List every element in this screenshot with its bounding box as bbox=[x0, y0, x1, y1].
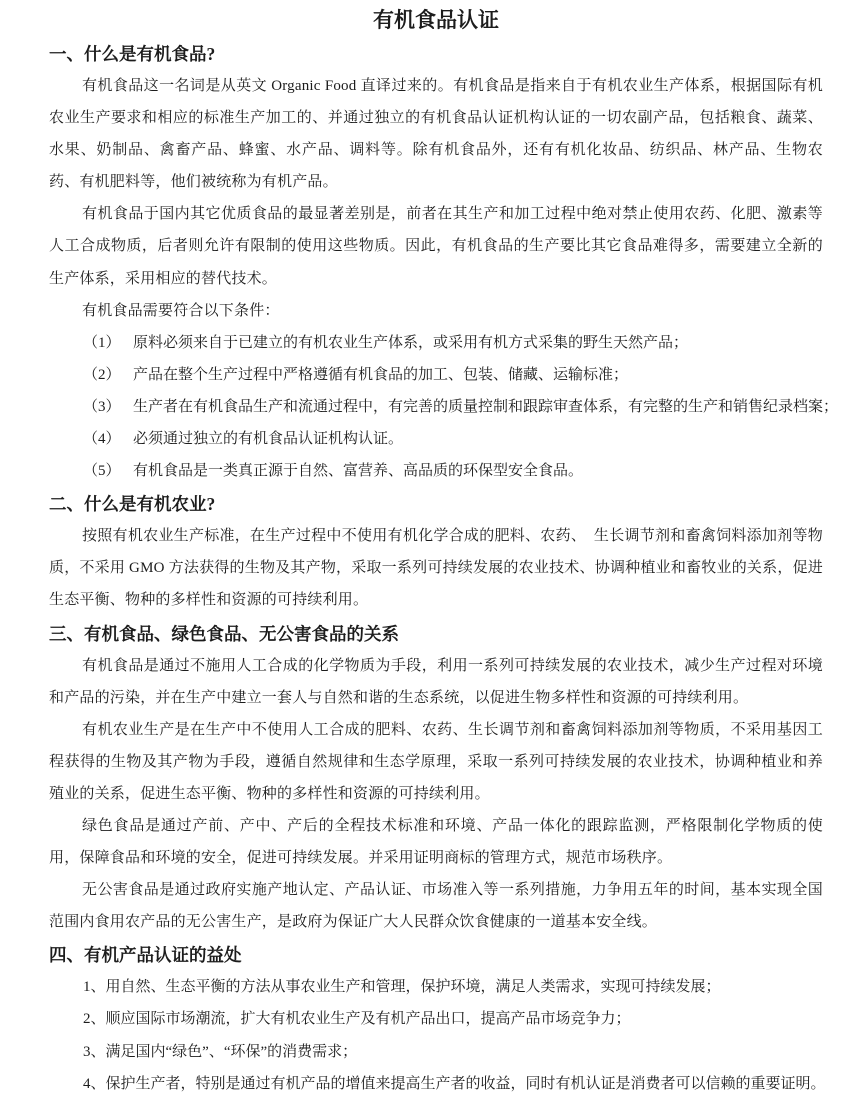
section-certification-benefits bbox=[49, 943, 826, 1099]
paragraph: 无公害食品是通过政府实施产地认定、产品认证、市场准入等一系列措施，力争用五年的时间，基本实现全国范围内食用农产品的无公害生产，是政府为保证广大人民群众饮食健康的一道基本安全线。 bbox=[49, 882, 823, 931]
list-item bbox=[49, 327, 823, 359]
paragraph: 有机食品这一名词是从英文 Organic Food 直译过来的。有机食品是指来自于有机农业生产体系，根据国际有机农业生产要求和相应的标准生产加工的、并通过独立的有机食品认证机构认证的一切农副产品，包括粮食、蔬菜、水果、奶制品、禽畜产品、蜂蜜、水产品、调料等。除有机食品外，还有有机化妆品、纺织品、林产品、生物农药、有机肥料等，他们被统称为有机产品。 bbox=[49, 78, 823, 191]
paragraph: 有机食品是通过不施用人工合成的化学物质为手段，利用一系列可持续发展的农业技术，减少生产过程对环境和产品的污染，并在生产中建立一套人与自然和谐的生态系统，以促进生物多样性和资源的可持续利用。 bbox=[49, 657, 823, 706]
list-item-number: （2） bbox=[83, 366, 121, 383]
section-what-is-organic-agriculture bbox=[49, 492, 823, 616]
section-food-type-relations bbox=[49, 622, 823, 939]
list-item: 4、保护生产者，特别是通过有机产品的增值来提高生产者的收益，同时有机认证是消费者可以信赖的重要证明。 bbox=[83, 1075, 826, 1092]
list-item: 1、用自然、生态平衡的方法从事农业生产和管理，保护环境，满足人类需求，实现可持续发展； bbox=[83, 979, 721, 996]
paragraph: 有机农业生产是在生产中不使用人工合成的肥料、农药、生长调节剂和畜禽饲料添加剂等物质，不采用基因工程获得的生物及其产物为手段，遵循自然规律和生态学原理，采取一系列可持续发展的农业技术，协调种植业和养殖业的关系，促进生态平衡、物种的多样性和资源的可持续利用。 bbox=[49, 721, 823, 802]
list-item-text: 生产者在有机食品生产和流通过程中，有完善的质量控制和跟踪审查体系，有完整的生产和销售纪录档案； bbox=[133, 398, 839, 415]
list-item-text: 产品在整个生产过程中严格遵循有机食品的加工、包装、储藏、运输标准； bbox=[133, 366, 629, 383]
list-item-text: 有机食品是一类真正源于自然、富营养、高品质的环保型安全食品。 bbox=[133, 463, 584, 480]
list-item: 3、满足国内“绿色”、“环保”的消费需求； bbox=[83, 1043, 358, 1060]
list-item-text: 必须通过独立的有机食品认证机构认证。 bbox=[133, 431, 404, 448]
list-item-number: （5） bbox=[83, 463, 121, 480]
list-item-text: 原料必须来自于已建立的有机农业生产体系，或采用有机方式采集的野生天然产品； bbox=[133, 334, 689, 351]
section-4-heading: 四、有机产品认证的益处 bbox=[49, 945, 242, 966]
section-3-heading: 三、有机食品、绿色食品、无公害食品的关系 bbox=[49, 623, 399, 644]
list-item-number: （4） bbox=[83, 431, 121, 448]
paragraph: 按照有机农业生产标准，在生产过程中不使用有机化学合成的肥料、农药、 生长调节剂和畜禽饲料添加剂等物质，不采用 GMO 方法获得的生物及其产物，采取一系列可持续发展的农业技术、协调种植业和畜牧业的关系，促进生态平衡、物种的多样性和资源的可持续利用。 bbox=[49, 528, 823, 609]
list-item bbox=[49, 455, 823, 487]
paragraph: 有机食品于国内其它优质食品的最显著差别是，前者在其生产和加工过程中绝对禁止使用农药、化肥、激素等人工合成物质，后者则允许有限制的使用这些物质。因此，有机食品的生产要比其它食品难得多，需要建立全新的生产体系，采用相应的替代技术。 bbox=[49, 206, 823, 287]
document-title: 有机食品认证 bbox=[373, 8, 499, 32]
list-item-number: （3） bbox=[83, 398, 121, 415]
conditions-list bbox=[49, 327, 839, 487]
list-item bbox=[49, 359, 823, 391]
section-2-heading: 二、什么是有机农业? bbox=[49, 494, 216, 515]
list-item bbox=[49, 423, 823, 455]
paragraph: 绿色食品是通过产前、产中、产后的全程技术标准和环境、产品一体化的跟踪监测，严格限制化学物质的使用，保障食品和环境的安全，促进可持续发展。并采用证明商标的管理方式，规范市场秩序。 bbox=[49, 817, 823, 867]
paragraph: 有机食品需要符合以下条件： bbox=[82, 302, 280, 319]
list-item: 2、顺应国际市场潮流，扩大有机农业生产及有机产品出口，提高产品市场竞争力； bbox=[83, 1011, 631, 1028]
section-what-is-organic-food bbox=[49, 42, 839, 487]
section-1-heading: 一、什么是有机食品? bbox=[49, 44, 216, 64]
list-item bbox=[49, 391, 839, 423]
list-item-number: （1） bbox=[83, 334, 121, 351]
